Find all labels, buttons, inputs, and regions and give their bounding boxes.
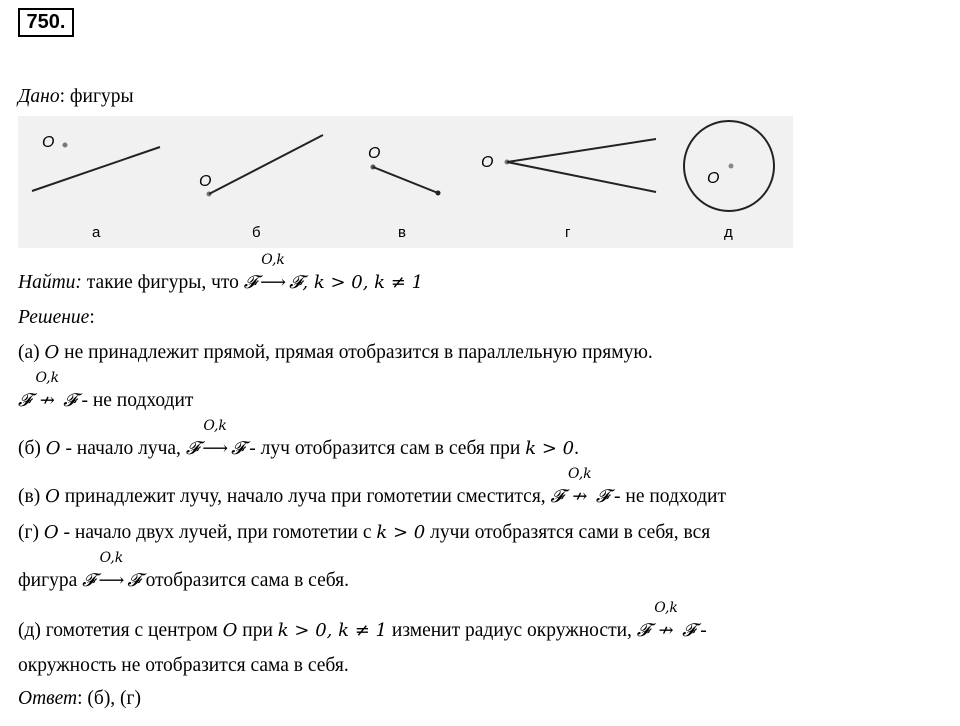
solution-text: при xyxy=(237,620,278,641)
figure-b-ray xyxy=(209,135,323,194)
figure-v-point-label: O xyxy=(368,145,381,162)
solution-line-d xyxy=(18,600,707,642)
figure-f-symbol: 𝓕 xyxy=(289,272,303,293)
homothety-arrow xyxy=(564,466,596,507)
not-maps-arrow: ↛ xyxy=(572,486,588,507)
given-text: : фигуры xyxy=(59,86,134,107)
solution-line-v xyxy=(18,466,726,508)
point-o: O xyxy=(43,522,59,543)
point-o: O xyxy=(44,342,60,363)
solution-line-g-cont xyxy=(18,550,350,592)
figure-g xyxy=(481,139,656,241)
solution-text: - xyxy=(695,620,707,641)
homothety-arrow xyxy=(650,600,682,641)
homothety-arrow xyxy=(31,370,63,411)
solution-text: принадлежит лучу, начало луча при гомотетии сместится, xyxy=(59,486,551,507)
homothety-params: O,k xyxy=(203,418,227,434)
find-line xyxy=(18,252,424,294)
k-condition: k > 0 xyxy=(525,438,575,459)
maps-arrow: ⟶ xyxy=(260,272,286,293)
figure-a xyxy=(32,134,160,241)
answer-text: : (б), (г) xyxy=(77,688,142,709)
figure-v xyxy=(368,145,441,241)
homothety-params: O,k xyxy=(99,550,124,566)
point-o: O xyxy=(45,486,60,507)
figures-illustration xyxy=(18,116,793,248)
answer-line xyxy=(18,688,141,710)
homothety-arrow xyxy=(257,252,289,293)
k-condition: k > 0, k ≠ 1 xyxy=(277,620,388,641)
figure-d-center xyxy=(729,164,734,169)
solution-text: - луч отобразится сам в себя при xyxy=(244,438,526,459)
homothety-params: O,k xyxy=(654,600,678,616)
figure-v-endpoint xyxy=(436,191,441,196)
homothety-params: O,k xyxy=(568,466,592,482)
solution-label: Решение xyxy=(18,307,90,328)
find-label: Найти: xyxy=(18,272,82,293)
solution-line-g xyxy=(18,522,710,544)
figure-f-symbol: 𝓕 xyxy=(550,486,564,507)
answer-label: Ответ xyxy=(18,688,78,709)
figure-f-symbol: 𝓕 xyxy=(595,486,610,507)
not-maps-arrow: ↛ xyxy=(39,390,55,411)
figure-a-caption: а xyxy=(92,224,101,241)
solution-text: фигура xyxy=(18,570,83,591)
figure-d-point-label: O xyxy=(707,170,720,187)
figure-f-symbol: 𝓕 xyxy=(231,438,245,459)
k-condition: k > 0 xyxy=(376,522,426,543)
solution-text: не принадлежит прямой, прямая отобразится в параллельную прямую. xyxy=(59,342,653,363)
maps-arrow: ⟶ xyxy=(202,438,229,459)
figure-b-point-label: O xyxy=(199,173,212,190)
point-o: O xyxy=(222,620,238,641)
solution-text: - начало луча, xyxy=(60,438,186,459)
item-prefix: (в) xyxy=(18,486,46,507)
figure-f-symbol: 𝓕 xyxy=(185,438,200,459)
solution-text: окружность не отобразится сама в себя. xyxy=(18,655,349,676)
find-text: такие фигуры, что xyxy=(81,272,244,293)
given-line xyxy=(18,86,134,108)
figure-a-point xyxy=(63,143,68,148)
figure-f-symbol: 𝓕 xyxy=(682,620,696,641)
item-prefix: (а) xyxy=(18,342,45,363)
solution-text: (д) гомотетия с центром xyxy=(18,620,223,641)
item-prefix: (г) xyxy=(18,522,44,543)
figure-g-ray-lower xyxy=(507,162,656,192)
item-prefix: (б) xyxy=(18,438,46,459)
solution-text: - начало двух лучей, при гомотетии с xyxy=(58,522,377,543)
solution-text: - не подходит xyxy=(609,486,726,507)
solution-line-d-cont xyxy=(18,655,349,677)
figure-v-caption: в xyxy=(398,224,406,241)
figure-v-segment xyxy=(373,167,438,193)
figure-f-symbol: 𝓕 xyxy=(636,620,651,641)
homothety-arrow xyxy=(95,550,127,591)
solution-text: - не подходит xyxy=(76,390,194,411)
figure-f-symbol: 𝓕 xyxy=(18,390,32,411)
solution-colon: : xyxy=(89,307,95,328)
figure-g-point-label: O xyxy=(481,154,494,171)
given-label: Дано xyxy=(18,86,60,107)
solution-line-a xyxy=(18,342,653,364)
maps-arrow: ⟶ xyxy=(98,570,125,591)
figure-g-ray-upper xyxy=(507,139,656,162)
solution-text: лучи отобразятся сами в себя, вся xyxy=(425,522,711,543)
homothety-params: O,k xyxy=(261,252,285,268)
figure-f-symbol: 𝓕 xyxy=(82,570,96,591)
solution-heading xyxy=(18,307,95,329)
figure-b xyxy=(199,135,323,241)
figure-a-point-label: O xyxy=(42,134,55,151)
homothety-arrow xyxy=(199,418,231,459)
solution-text: . xyxy=(574,438,579,459)
homothety-params: O,k xyxy=(35,370,60,386)
figure-f-symbol: 𝓕 xyxy=(127,570,141,591)
point-o: O xyxy=(45,438,61,459)
figure-d-caption: д xyxy=(724,224,733,241)
find-condition: , k > 0, k ≠ 1 xyxy=(302,272,424,293)
figure-b-caption: б xyxy=(252,224,261,241)
solution-line-a-result xyxy=(18,370,194,412)
figure-f-symbol: 𝓕 xyxy=(243,272,258,293)
solution-text: отобразится сама в себя. xyxy=(140,570,350,591)
figure-g-caption: г xyxy=(565,224,571,241)
solution-line-b xyxy=(18,418,579,460)
figure-a-line xyxy=(32,147,160,191)
not-maps-arrow: ↛ xyxy=(658,620,674,641)
figure-d xyxy=(684,121,774,241)
problem-number: 750. xyxy=(18,8,74,37)
figure-f-symbol: 𝓕 xyxy=(63,390,77,411)
solution-text: изменит радиус окружности, xyxy=(387,620,637,641)
